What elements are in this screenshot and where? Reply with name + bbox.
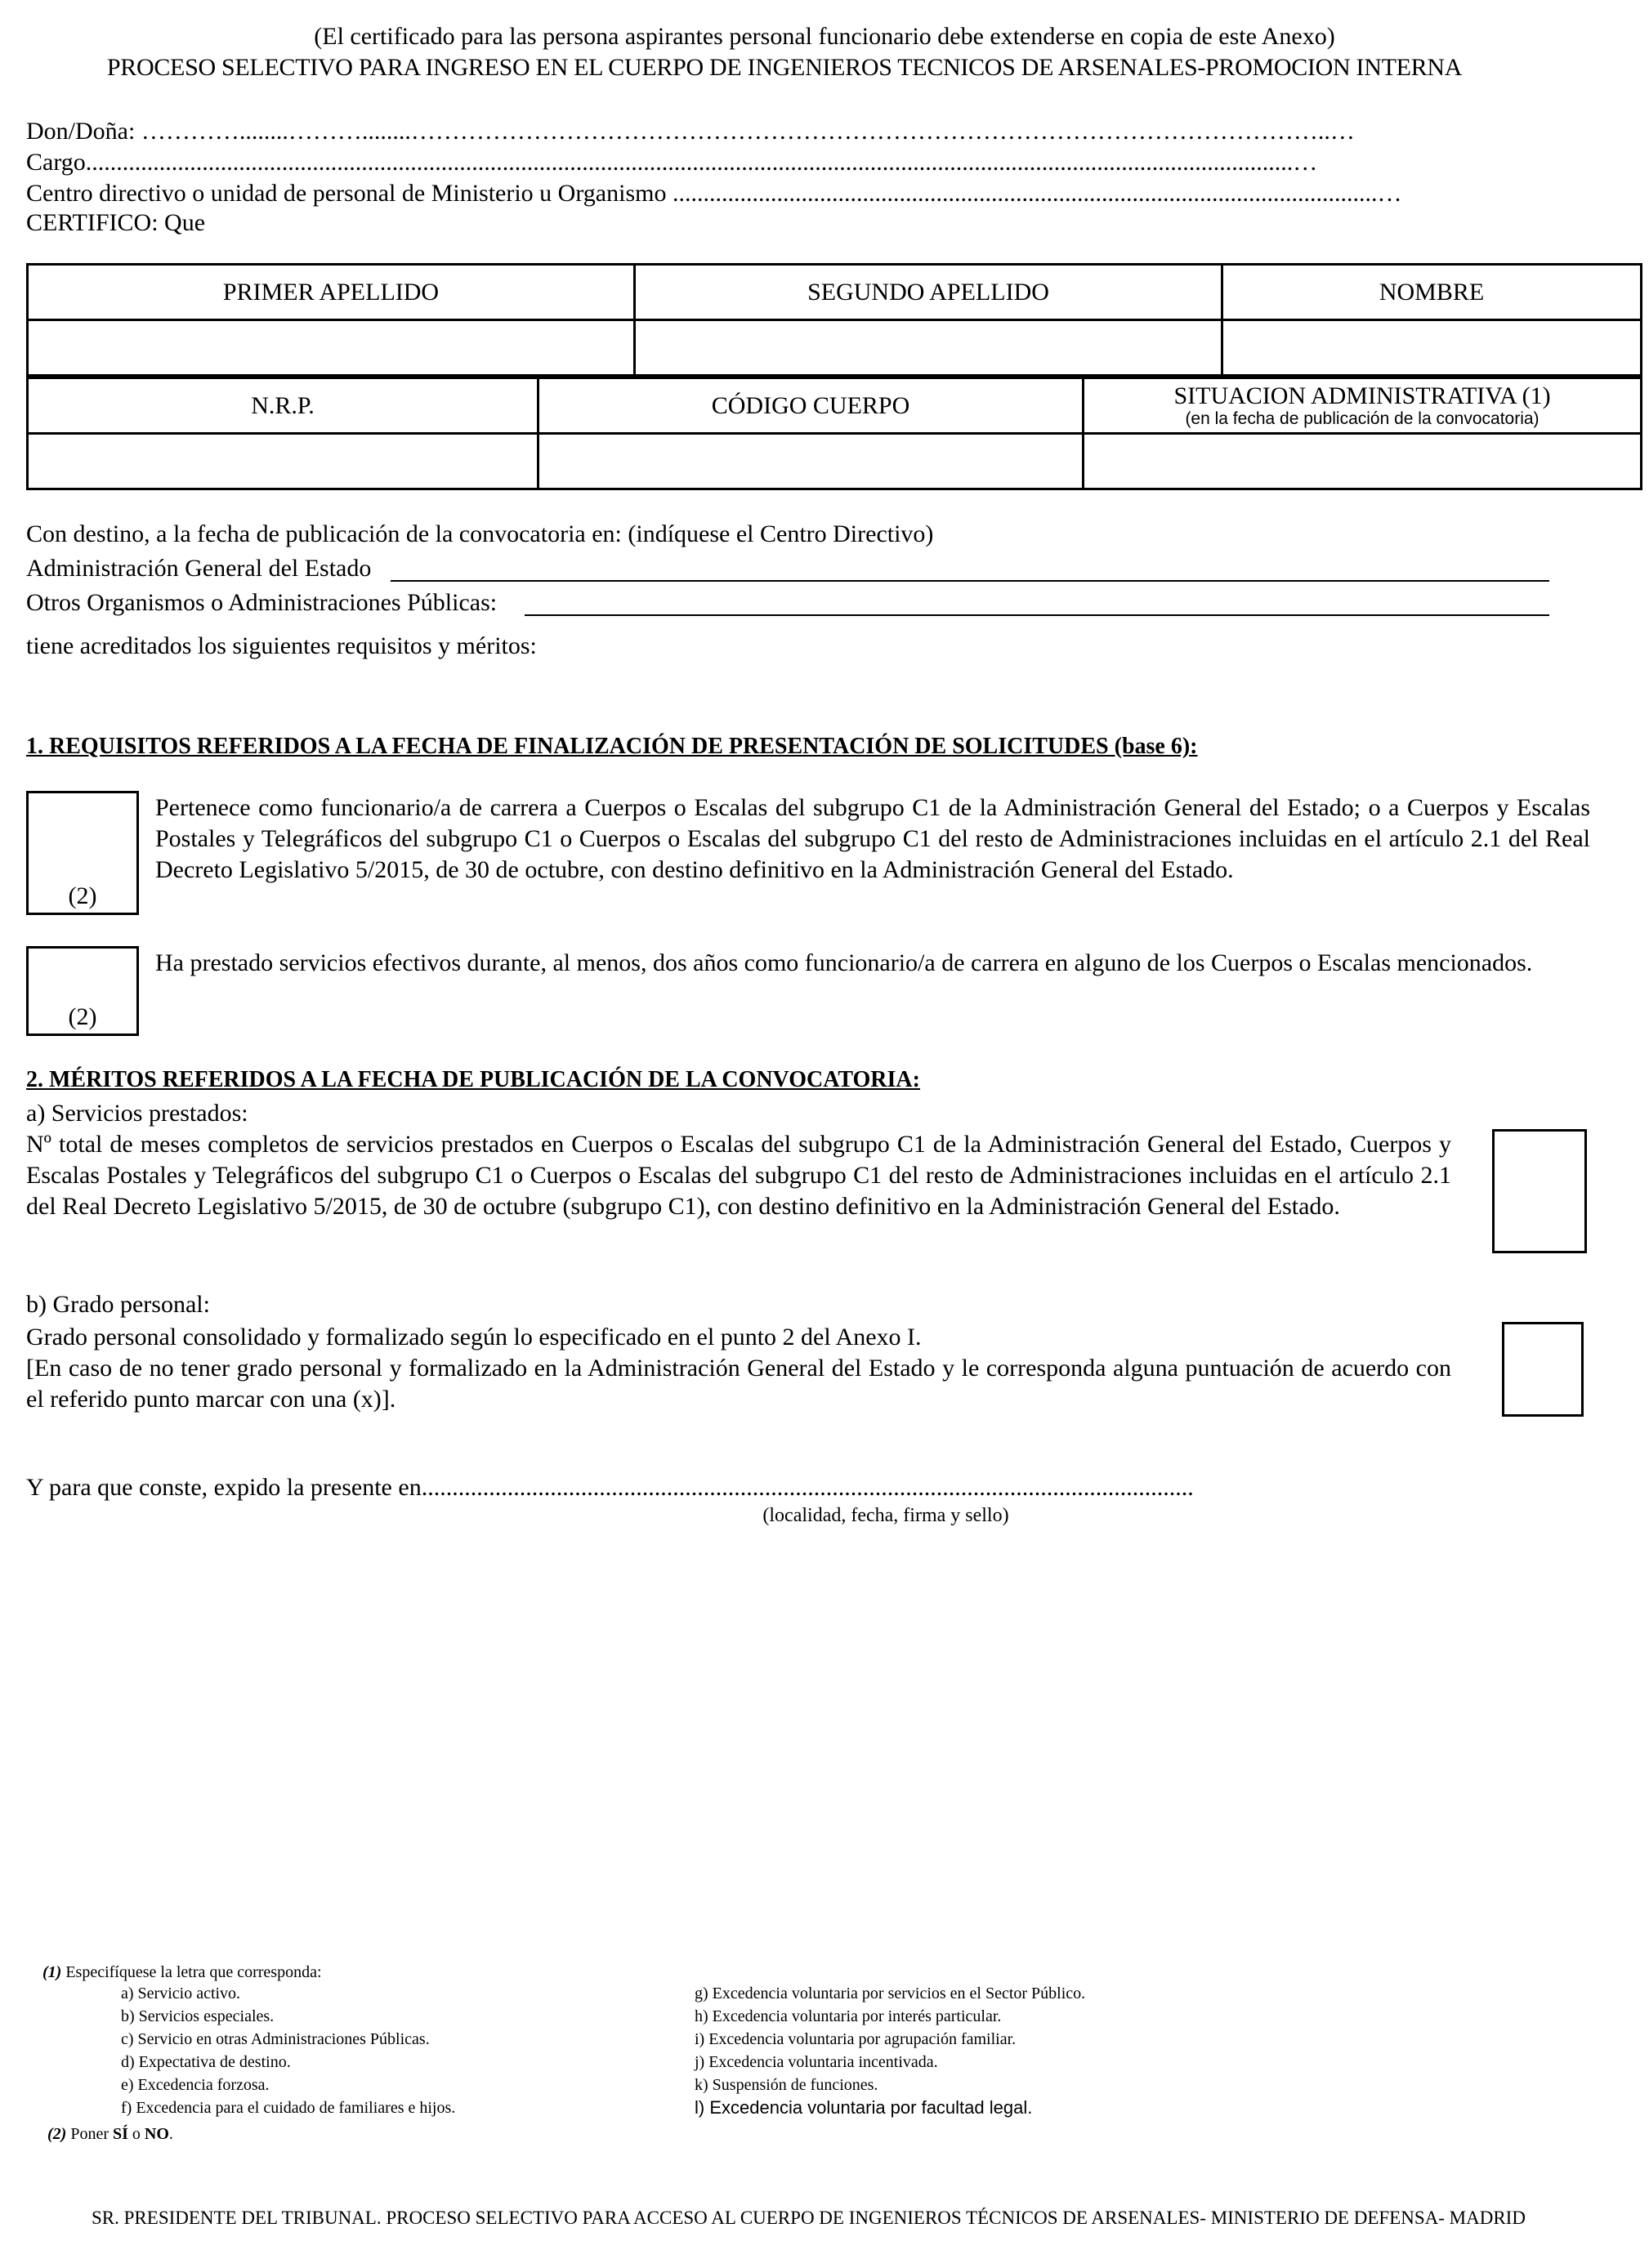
footnote-item: a) Servicio activo. (121, 1984, 241, 2002)
don-dona-field[interactable]: Don/Doña: …………........………........…………………………………………………………………………………………………..… (26, 118, 1355, 145)
age-label: Administración General del Estado (26, 555, 372, 582)
header-segundo-apellido: SEGUNDO APELLIDO (635, 265, 1222, 320)
age-input-line[interactable] (391, 580, 1549, 582)
footnote-1-intro (42, 1961, 322, 1984)
primer-apellido-cell[interactable] (28, 320, 635, 376)
footnote-2-dot: . (168, 2125, 173, 2143)
footnote-2-mark: (2) (47, 2125, 67, 2143)
footnote-item: h) Excedencia voluntaria por interés particular. (695, 2007, 1002, 2025)
requisitos-intro: tiene acreditados los siguientes requisitos y méritos: (26, 632, 537, 659)
footnote-2-text: Poner (70, 2125, 113, 2143)
segundo-apellido-cell[interactable] (635, 320, 1222, 376)
nombre-cell[interactable] (1222, 320, 1642, 376)
footnote-item: k) Suspensión de funciones. (695, 2076, 878, 2094)
grado-personal-box[interactable] (1502, 1322, 1584, 1417)
header-situacion-administrativa (1084, 378, 1642, 434)
cargo-field[interactable]: Cargo.....................................................................................................................................................................................................… (26, 149, 1318, 176)
header-note: (El certificado para las persona aspirantes personal funcionario debe extenderse en copia de este Anexo) (314, 23, 1335, 50)
footnote-item: j) Excedencia voluntaria incentivada. (695, 2053, 938, 2071)
footnote-item: d) Expectativa de destino. (121, 2053, 291, 2071)
codigo-cuerpo-cell[interactable] (538, 434, 1084, 489)
footnote-2-si: SÍ (113, 2125, 128, 2143)
grado-personal-note: [En caso de no tener grado personal y formalizado en la Administración General del Estado y le corresponda alguna puntuación de acuerdo con el referido punto marcar con una (x)]. (26, 1355, 1451, 1413)
header-codigo-cuerpo: CÓDIGO CUERPO (538, 378, 1084, 434)
box-note: (2) (68, 1003, 97, 1030)
certifico-label: CERTIFICO: Que (26, 209, 206, 236)
expedicion-line[interactable]: Y para que conste, expido la presente en.............................................................................................................................. (26, 1474, 1194, 1501)
requisito1-checkbox[interactable] (26, 791, 139, 915)
header-nombre: NOMBRE (1222, 265, 1642, 320)
requisito1-text: Pertenece como funcionario/a de carrera a Cuerpos o Escalas del subgrupo C1 de la Administración General del Estado; o a Cuerpos y Escalas Postales y Telegráficos del subgrupo C1 o Cuerpos o Escalas del subgrupo C1 del resto de Administraciones incluidas en el artículo 2.1 del Real Decreto Legislativo 5/2015, de 30 de octubre, con destino definitivo en la Administración General del Estado. (155, 794, 1590, 883)
document-title: PROCESO SELECTIVO PARA INGRESO EN EL CUERPO DE INGENIEROS TECNICOS DE ARSENALES-PROMOCION INTERNA (106, 54, 1463, 81)
section1-heading: 1. REQUISITOS REFERIDOS A LA FECHA DE FINALIZACIÓN DE PRESENTACIÓN DE SOLICITUDES (base 6): (26, 734, 1198, 759)
footnote-2 (47, 2123, 173, 2145)
requisito2-checkbox[interactable] (26, 946, 139, 1036)
footnote-2-o: o (127, 2125, 145, 2143)
grado-personal-label: b) Grado personal: (26, 1291, 210, 1318)
footnote-1-mark: (1) (42, 1963, 62, 1981)
footnote-item: c) Servicio en otras Administraciones Públicas. (121, 2030, 430, 2048)
requisito2-text: Ha prestado servicios efectivos durante, al menos, dos años como funcionario/a de carrera en alguno de los Cuerpos o Escalas mencionados. (155, 949, 1533, 976)
situacion-label: SITUACION ADMINISTRATIVA (1) (1173, 382, 1551, 409)
destino-intro: Con destino, a la fecha de publicación de la convocatoria en: (indíquese el Centro Directivo) (26, 520, 934, 547)
footnote-left-list (121, 1982, 455, 2119)
nrp-cell[interactable] (28, 434, 538, 489)
footnote-item: f) Excedencia para el cuidado de familiares e hijos. (121, 2099, 456, 2117)
footnote-item: l) Excedencia voluntaria por facultad legal. (695, 2097, 1033, 2118)
header-primer-apellido: PRIMER APELLIDO (28, 265, 635, 320)
identity-table-codes (26, 377, 1642, 490)
expedicion-sublabel (0, 1503, 1649, 1528)
otros-organismos-input-line[interactable] (525, 614, 1549, 616)
situacion-sublabel: (en la fecha de publicación de la convocatoria) (1185, 409, 1540, 428)
header-nrp: N.R.P. (28, 378, 538, 434)
footnote-1-text: Especifíquese la letra que corresponda: (65, 1963, 322, 1981)
otros-organismos-label: Otros Organismos o Administraciones Públicas: (26, 589, 498, 616)
situacion-cell[interactable] (1084, 434, 1642, 489)
centro-directivo-field[interactable]: Centro directivo o unidad de personal de Ministerio u Organismo ...................................................................................................................… (26, 180, 1402, 207)
footer-addressee: SR. PRESIDENTE DEL TRIBUNAL. PROCESO SELECTIVO PARA ACCESO AL CUERPO DE INGENIEROS TÉCNICOS DE ARSENALES- MINISTERIO DE DEFENSA- MADRID (92, 2208, 1526, 2228)
meses-servicios-box[interactable] (1492, 1129, 1587, 1253)
footnote-item: i) Excedencia voluntaria por agrupación familiar. (695, 2030, 1017, 2048)
footnote-right-list (695, 1982, 1085, 2119)
servicios-prestados-text: Nº total de meses completos de servicios prestados en Cuerpos o Escalas del subgrupo C1 de la Administración General del Estado, Cuerpos y Escalas Postales y Telegráficos del subgrupo C1 o Cuerpos o Escalas del subgrupo C1 del resto de Administraciones incluidas en el artículo 2.1 del Real Decreto Legislativo 5/2015, de 30 de octubre (subgrupo C1), con destino definitivo en la Administración General del Estado. (26, 1131, 1451, 1220)
section2-heading: 2. MÉRITOS REFERIDOS A LA FECHA DE PUBLICACIÓN DE LA CONVOCATORIA: (26, 1067, 920, 1092)
footnote-item: b) Servicios especiales. (121, 2007, 275, 2025)
footnote-2-no: NO (144, 2125, 169, 2143)
servicios-prestados-label: a) Servicios prestados: (26, 1100, 248, 1127)
identity-table-names (26, 263, 1642, 377)
footnote-item: e) Excedencia forzosa. (121, 2076, 270, 2094)
grado-personal-text: Grado personal consolidado y formalizado según lo especificado en el punto 2 del Anexo I. (26, 1324, 922, 1351)
footnote-item: g) Excedencia voluntaria por servicios en el Sector Público. (695, 1984, 1086, 2002)
box-note: (2) (68, 882, 97, 909)
localidad-fecha-firma: (localidad, fecha, firma y sello) (762, 1505, 1009, 1526)
